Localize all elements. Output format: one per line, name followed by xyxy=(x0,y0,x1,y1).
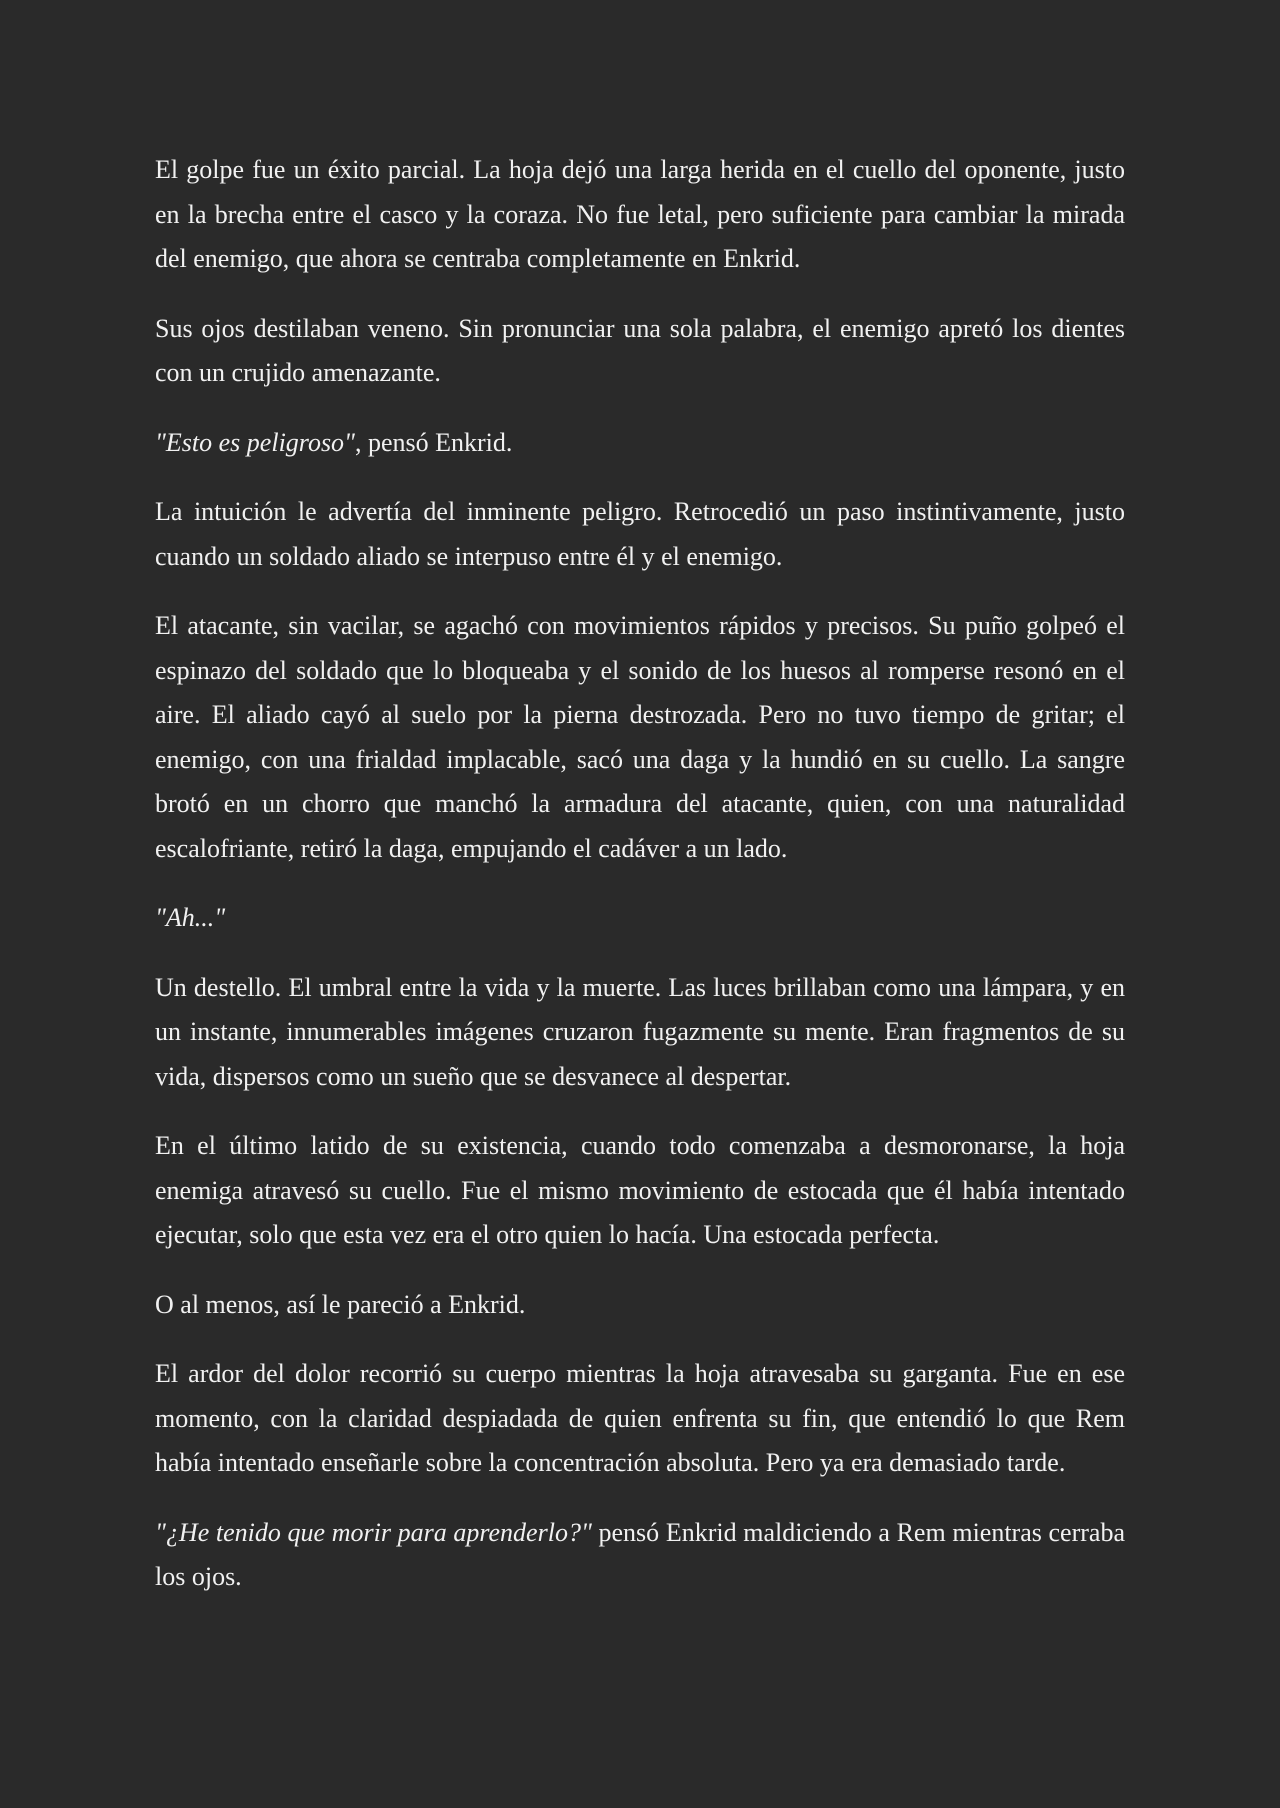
paragraph-text: El atacante, sin vacilar, se agachó con movimientos rápidos y precisos. Su puño golpeó el espinazo del soldado que lo bloqueaba y el sonido de los huesos al romperse resonó en el aire. El aliado cayó al suelo por la pierna destrozada. Pero no tuvo tiempo de gritar; el enemigo, con una frialdad implacable, sacó una daga y la hundió en su cuello. La sangre brotó en un chorro que manchó la armadura del atacante, quien, con una naturalidad escalofriante, retiró la daga, empujando el cadáver a un lado. xyxy=(155,611,1125,863)
paragraph xyxy=(155,1283,1125,1328)
paragraph xyxy=(155,1124,1125,1258)
paragraph-text: En el último latido de su existencia, cuando todo comenzaba a desmoronarse, la hoja enemiga atravesó su cuello. Fue el mismo movimiento de estocada que él había intentado ejecutar, solo que esta vez era el otro quien lo hacía. Una estocada perfecta. xyxy=(155,1131,1125,1249)
paragraph-text: El golpe fue un éxito parcial. La hoja dejó una larga herida en el cuello del oponente, justo en la brecha entre el casco y la coraza. No fue letal, pero suficiente para cambiar la mirada del enemigo, que ahora se centraba completamente en Enkrid. xyxy=(155,155,1125,273)
paragraph-text: Un destello. El umbral entre la vida y la muerte. Las luces brillaban como una lámpara, y en un instante, innumerables imágenes cruzaron fugazmente su mente. Eran fragmentos de su vida, dispersos como un sueño que se desvanece al despertar. xyxy=(155,972,1125,1091)
chapter-text xyxy=(155,148,1125,1600)
paragraph-text: Sus ojos destilaban veneno. Sin pronunciar una sola palabra, el enemigo apretó los dientes con un crujido amenazante. xyxy=(155,313,1125,387)
paragraph xyxy=(155,896,1125,941)
paragraph xyxy=(155,1511,1125,1600)
paragraph xyxy=(155,604,1125,871)
paragraph-text: O al menos, así le pareció a Enkrid. xyxy=(155,1289,526,1319)
paragraph-text: , pensó Enkrid. xyxy=(354,427,513,457)
paragraph-text: pensó Enkrid maldiciendo a Rem mientras cerraba los ojos. xyxy=(155,1517,1125,1591)
paragraph xyxy=(155,148,1125,282)
paragraph-text: El ardor del dolor recorrió su cuerpo mientras la hoja atravesaba su garganta. Fue en ese momento, con la claridad despiadada de quien enfrenta su fin, que entendió lo que Rem había intentado enseñarle sobre la concentración absoluta. Pero ya era demasiado tarde. xyxy=(155,1359,1125,1477)
paragraph xyxy=(155,966,1125,1100)
italic-thought: "Esto es peligroso" xyxy=(155,427,355,457)
paragraph xyxy=(155,490,1125,579)
paragraph xyxy=(155,421,1125,466)
paragraph xyxy=(155,1352,1125,1486)
paragraph xyxy=(155,307,1125,396)
italic-thought: "Ah..." xyxy=(155,903,226,932)
italic-thought: "¿He tenido que morir para aprenderlo?" xyxy=(155,1517,592,1547)
paragraph-text: La intuición le advertía del inminente peligro. Retrocedió un paso instintivamente, justo cuando un soldado aliado se interpuso entre él y el enemigo. xyxy=(155,497,1125,571)
